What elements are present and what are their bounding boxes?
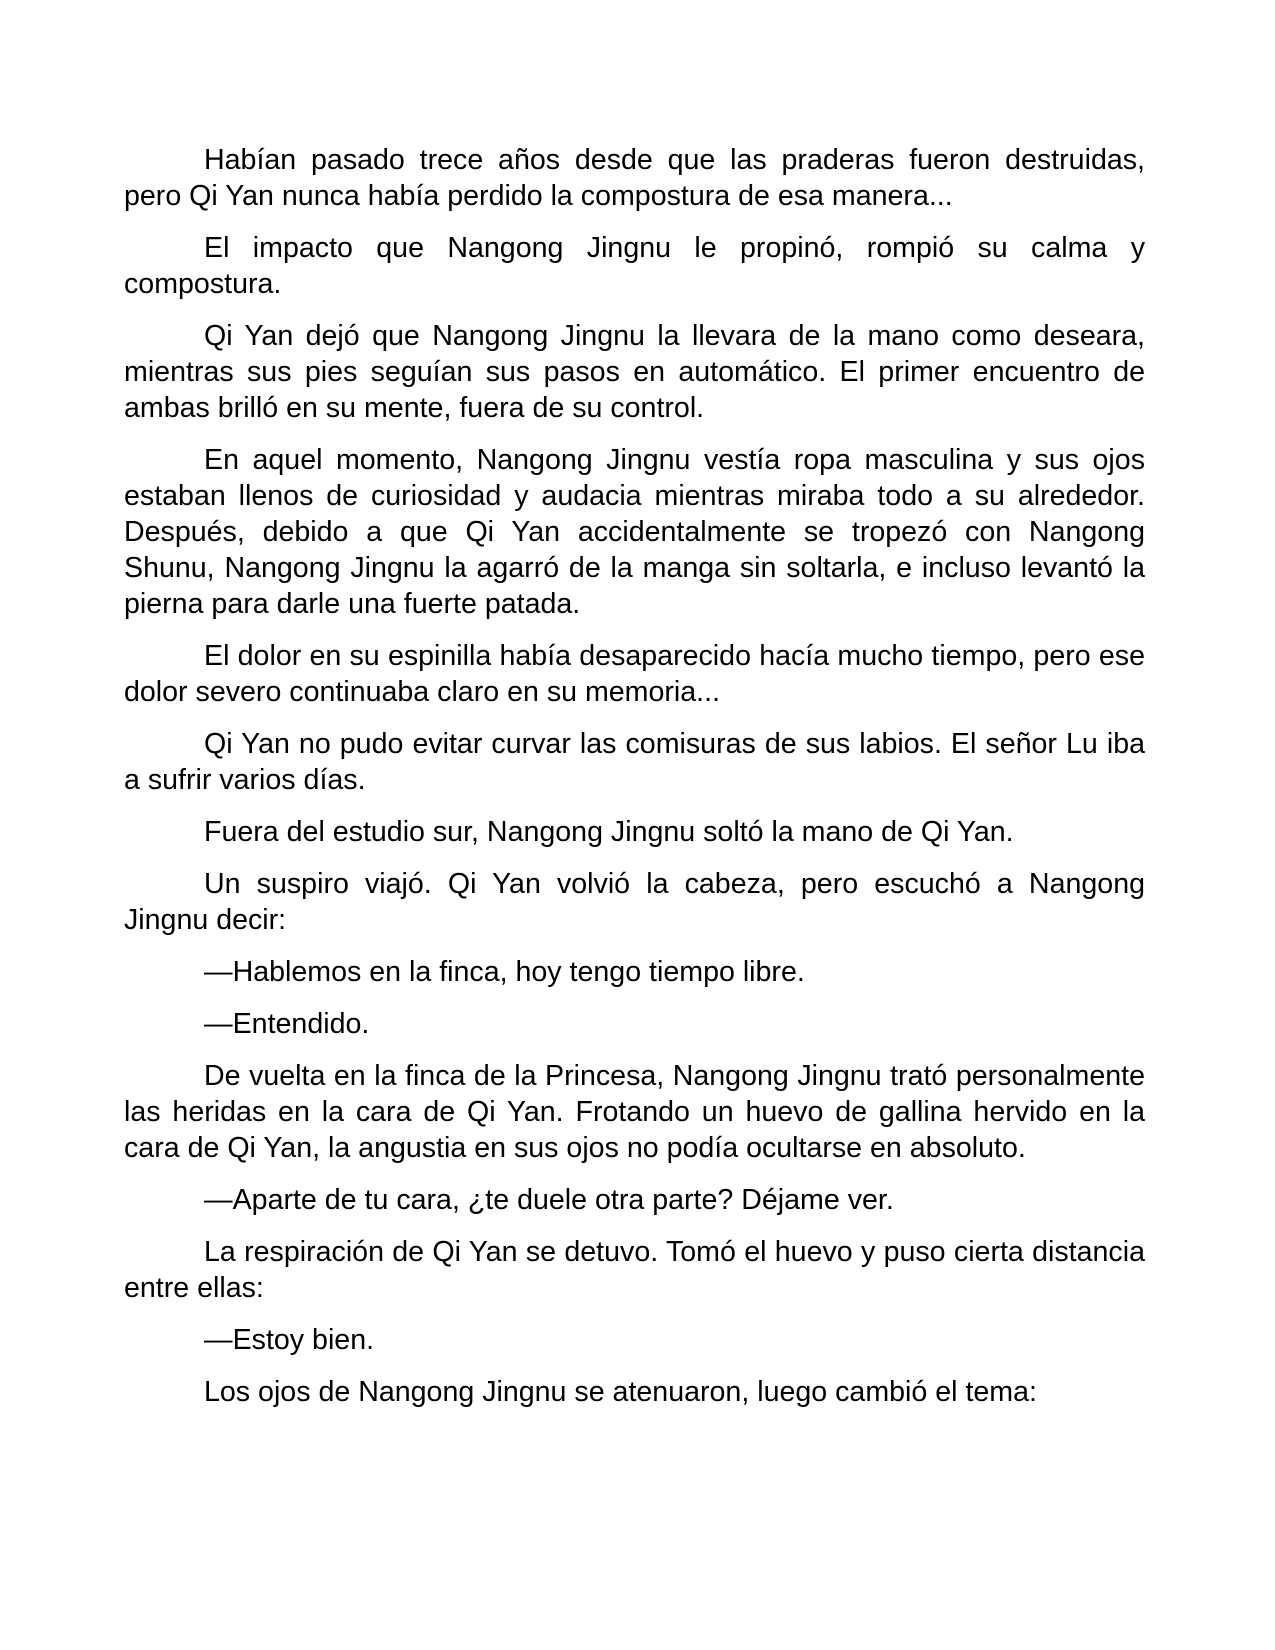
dialogue-line: —Entendido. [204, 1008, 370, 1040]
paragraph: El dolor en su espinilla había desaparecido hacía mucho tiempo, pero ese dolor severo continuaba claro en su memoria... [124, 640, 1145, 708]
paragraph: Un suspiro viajó. Qi Yan volvió la cabeza, pero escuchó a Nangong Jingnu decir: [124, 868, 1145, 936]
dialogue-line: —Estoy bien. [204, 1324, 375, 1356]
text-body [124, 142, 1145, 1410]
paragraph: La respiración de Qi Yan se detuvo. Tomó el huevo y puso cierta distancia entre ellas: [124, 1236, 1145, 1304]
paragraph: Los ojos de Nangong Jingnu se atenuaron, luego cambió el tema: [204, 1376, 1037, 1408]
paragraph: Fuera del estudio sur, Nangong Jingnu soltó la mano de Qi Yan. [204, 816, 1014, 848]
dialogue-line: —Hablemos en la finca, hoy tengo tiempo libre. [204, 956, 805, 988]
paragraph: Qi Yan no pudo evitar curvar las comisuras de sus labios. El señor Lu iba a sufrir varios días. [124, 728, 1145, 796]
dialogue-line: —Aparte de tu cara, ¿te duele otra parte? Déjame ver. [204, 1184, 894, 1216]
paragraph: Habían pasado trece años desde que las praderas fueron destruidas, pero Qi Yan nunca había perdido la compostura de esa manera... [124, 144, 1145, 212]
paragraph: El impacto que Nangong Jingnu le propinó, rompió su calma y compostura. [124, 232, 1145, 300]
paragraph: Qi Yan dejó que Nangong Jingnu la llevara de la mano como deseara, mientras sus pies seguían sus pasos en automático. El primer encuentro de ambas brilló en su mente, fuera de su control. [124, 320, 1145, 424]
paragraph: De vuelta en la finca de la Princesa, Nangong Jingnu trató personalmente las heridas en la cara de Qi Yan. Frotando un huevo de gallina hervido en la cara de Qi Yan, la angustia en sus ojos no podía ocultarse en absoluto. [124, 1060, 1145, 1164]
paragraph: En aquel momento, Nangong Jingnu vestía ropa masculina y sus ojos estaban llenos de curiosidad y audacia mientras miraba todo a su alrededor. Después, debido a que Qi Yan accidentalmente se tropezó con Nangong Shunu, Nangong Jingnu la agarró de la manga sin soltarla, e incluso levantó la pierna para darle una fuerte patada. [124, 444, 1145, 620]
